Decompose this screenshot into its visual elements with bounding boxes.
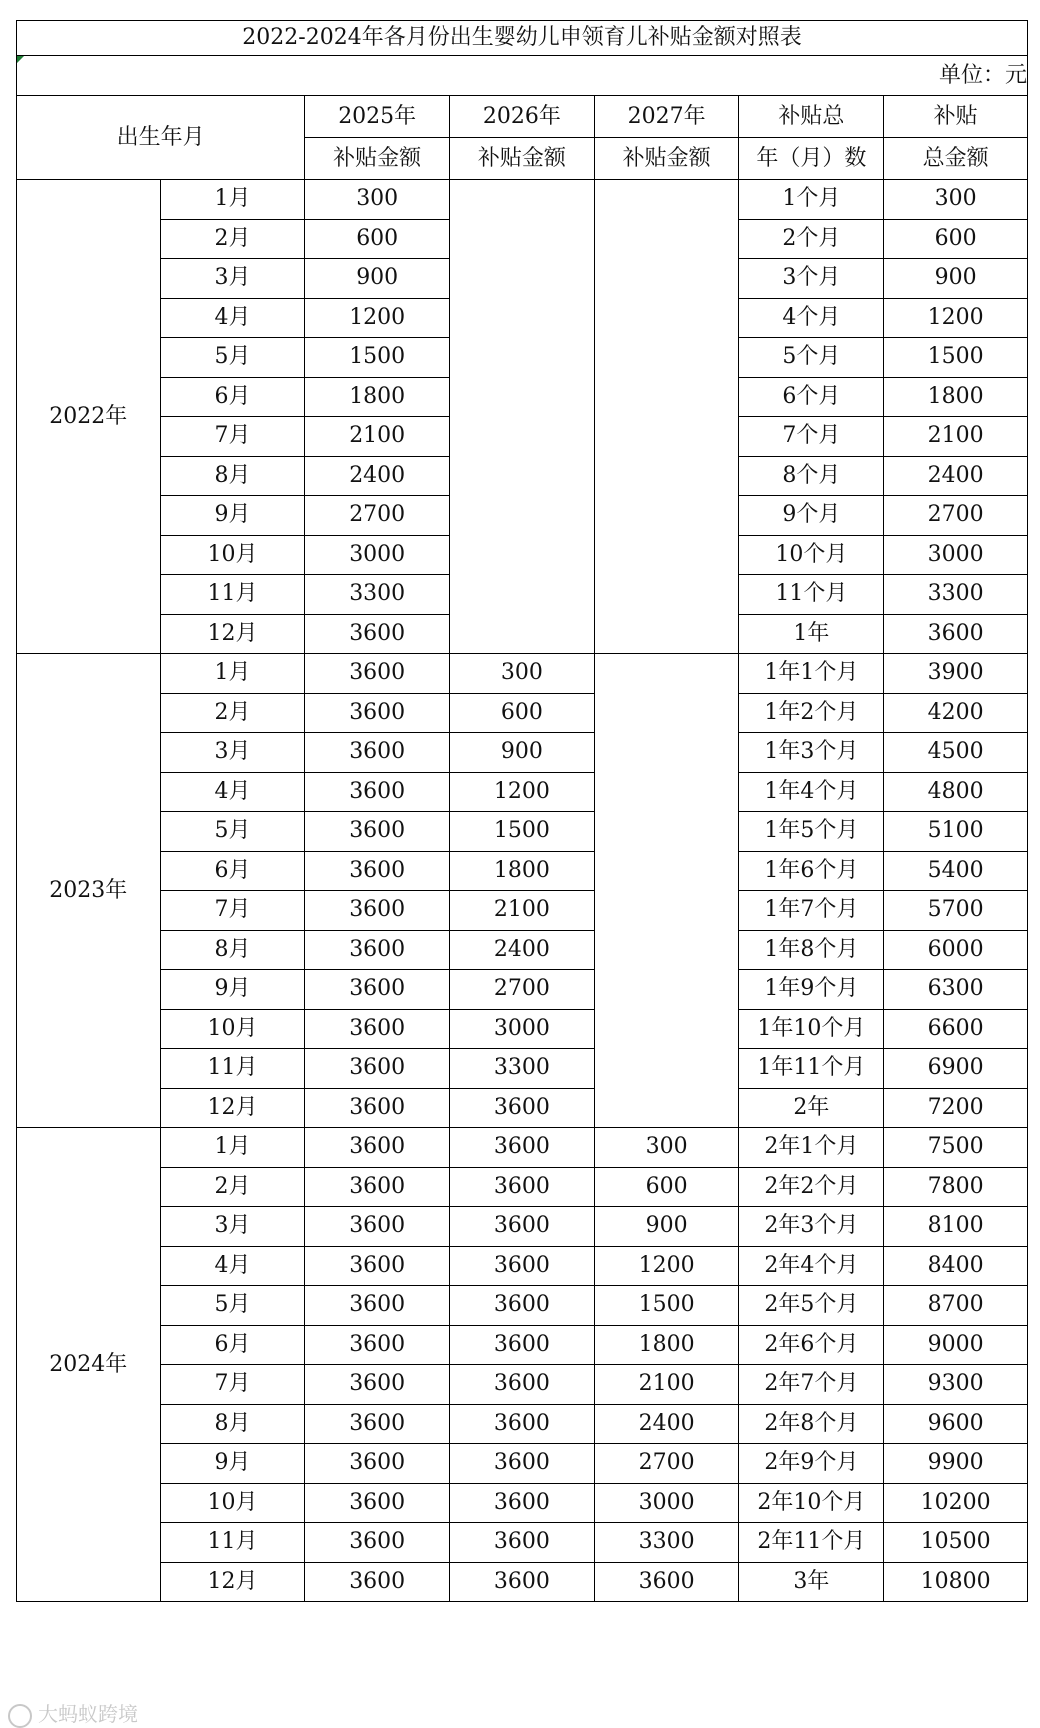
total-amount-cell: 4500 [884,733,1028,773]
year-cell: 2023年 [17,654,161,1128]
total-period-cell: 5个月 [739,338,884,378]
table-row [17,1088,1028,1128]
total-period-cell: 2个月 [739,219,884,259]
amount-2027-blank [594,180,739,654]
amount-2027-cell: 900 [594,1207,739,1247]
total-amount-cell: 9000 [884,1325,1028,1365]
month-cell: 10月 [160,1009,305,1049]
amount-2025-cell: 3600 [305,1325,450,1365]
amount-2027-cell: 1200 [594,1246,739,1286]
watermark [8,1698,138,1728]
month-cell: 11月 [160,1049,305,1089]
table-row [17,1286,1028,1326]
watermark-text: 大蚂蚁跨境 [38,1702,138,1726]
month-cell: 12月 [160,1088,305,1128]
month-cell: 12月 [160,614,305,654]
month-cell: 12月 [160,1562,305,1602]
total-amount-cell: 4800 [884,772,1028,812]
total-period-cell: 2年4个月 [739,1246,884,1286]
amount-2026-cell: 1800 [450,851,595,891]
total-amount-cell: 300 [884,180,1028,220]
table-row [17,891,1028,931]
month-cell: 1月 [160,180,305,220]
amount-2025-cell: 3600 [305,733,450,773]
total-period-cell: 2年8个月 [739,1404,884,1444]
table-row [17,1325,1028,1365]
total-period-cell: 4个月 [739,298,884,338]
total-amount-cell: 3000 [884,535,1028,575]
total-period-cell: 7个月 [739,417,884,457]
amount-2026-cell: 3600 [450,1128,595,1168]
header-2025: 2025年 [305,96,450,138]
table-row [17,930,1028,970]
total-amount-cell: 5700 [884,891,1028,931]
amount-2025-cell: 2100 [305,417,450,457]
amount-2026-blank [450,180,595,654]
year-cell: 2024年 [17,1128,161,1602]
month-cell: 3月 [160,1207,305,1247]
total-amount-cell: 9900 [884,1444,1028,1484]
amount-2025-cell: 3600 [305,1483,450,1523]
table-row [17,772,1028,812]
total-amount-cell: 7800 [884,1167,1028,1207]
total-period-cell: 1年8个月 [739,930,884,970]
amount-2026-cell: 3600 [450,1286,595,1326]
header-total-period-bottom: 年（月）数 [739,138,884,180]
month-cell: 5月 [160,338,305,378]
cell-marker-icon [17,56,24,63]
total-amount-cell: 1500 [884,338,1028,378]
month-cell: 9月 [160,970,305,1010]
amount-2025-cell: 1200 [305,298,450,338]
month-cell: 2月 [160,1167,305,1207]
total-period-cell: 2年 [739,1088,884,1128]
total-amount-cell: 6300 [884,970,1028,1010]
month-cell: 1月 [160,654,305,694]
header-2027-amount: 补贴金额 [594,138,739,180]
total-period-cell: 3个月 [739,259,884,299]
month-cell: 5月 [160,1286,305,1326]
month-cell: 7月 [160,891,305,931]
table-row [17,1365,1028,1405]
table-row [17,970,1028,1010]
total-period-cell: 2年9个月 [739,1444,884,1484]
total-amount-cell: 9600 [884,1404,1028,1444]
total-amount-cell: 2700 [884,496,1028,536]
amount-2025-cell: 3600 [305,654,450,694]
watermark-logo-icon [8,1704,32,1728]
month-cell: 2月 [160,693,305,733]
amount-2026-cell: 2400 [450,930,595,970]
amount-2025-cell: 2400 [305,456,450,496]
total-period-cell: 3年 [739,1562,884,1602]
amount-2025-cell: 3600 [305,1365,450,1405]
month-cell: 4月 [160,298,305,338]
header-2027: 2027年 [594,96,739,138]
total-period-cell: 11个月 [739,575,884,615]
total-period-cell: 6个月 [739,377,884,417]
amount-2025-cell: 2700 [305,496,450,536]
month-cell: 1月 [160,1128,305,1168]
month-cell: 8月 [160,1404,305,1444]
total-amount-cell: 1200 [884,298,1028,338]
table-row [17,693,1028,733]
amount-2025-cell: 3600 [305,1049,450,1089]
unit-label: 单位：元 [938,62,1027,88]
total-amount-cell: 3900 [884,654,1028,694]
total-period-cell: 1年6个月 [739,851,884,891]
amount-2026-cell: 3600 [450,1483,595,1523]
amount-2026-cell: 3600 [450,1365,595,1405]
table-row [17,812,1028,852]
total-amount-cell: 2400 [884,456,1028,496]
amount-2026-cell: 3600 [450,1523,595,1563]
amount-2025-cell: 900 [305,259,450,299]
month-cell: 8月 [160,456,305,496]
month-cell: 7月 [160,417,305,457]
amount-2026-cell: 3600 [450,1207,595,1247]
amount-2026-cell: 3600 [450,1325,595,1365]
amount-2025-cell: 3000 [305,535,450,575]
amount-2026-cell: 2700 [450,970,595,1010]
header-birth: 出生年月 [17,96,305,180]
month-cell: 6月 [160,851,305,891]
table-row [17,1404,1028,1444]
total-period-cell: 2年10个月 [739,1483,884,1523]
amount-2026-cell: 3600 [450,1404,595,1444]
total-amount-cell: 7200 [884,1088,1028,1128]
month-cell: 8月 [160,930,305,970]
amount-2025-cell: 3600 [305,693,450,733]
amount-2025-cell: 3600 [305,851,450,891]
table-row [17,1523,1028,1563]
subsidy-table [16,20,1028,1602]
total-period-cell: 2年7个月 [739,1365,884,1405]
table-row [17,1246,1028,1286]
month-cell: 6月 [160,1325,305,1365]
total-amount-cell: 10200 [884,1483,1028,1523]
total-amount-cell: 7500 [884,1128,1028,1168]
amount-2026-cell: 300 [450,654,595,694]
amount-2025-cell: 300 [305,180,450,220]
amount-2026-cell: 600 [450,693,595,733]
month-cell: 11月 [160,1523,305,1563]
month-cell: 4月 [160,772,305,812]
total-amount-cell: 3300 [884,575,1028,615]
month-cell: 3月 [160,259,305,299]
total-amount-cell: 5100 [884,812,1028,852]
total-period-cell: 1年 [739,614,884,654]
table-title: 2022-2024年各月份出生婴幼儿申领育儿补贴金额对照表 [17,21,1028,56]
amount-2026-cell: 3000 [450,1009,595,1049]
header-2026: 2026年 [450,96,595,138]
amount-2025-cell: 1800 [305,377,450,417]
total-period-cell: 8个月 [739,456,884,496]
table-row [17,1562,1028,1602]
amount-2027-blank [594,654,739,1128]
amount-2025-cell: 3600 [305,772,450,812]
total-period-cell: 2年5个月 [739,1286,884,1326]
amount-2025-cell: 3300 [305,575,450,615]
amount-2025-cell: 3600 [305,891,450,931]
total-amount-cell: 6900 [884,1049,1028,1089]
total-amount-cell: 900 [884,259,1028,299]
amount-2026-cell: 3600 [450,1444,595,1484]
month-cell: 4月 [160,1246,305,1286]
total-amount-cell: 8400 [884,1246,1028,1286]
amount-2027-cell: 3000 [594,1483,739,1523]
header-2026-amount: 补贴金额 [450,138,595,180]
year-cell: 2022年 [17,180,161,654]
table-row [17,654,1028,694]
table-row [17,851,1028,891]
table-row [17,1167,1028,1207]
month-cell: 10月 [160,1483,305,1523]
amount-2025-cell: 3600 [305,1246,450,1286]
table-body [17,21,1028,1602]
total-amount-cell: 6000 [884,930,1028,970]
table-row [17,1128,1028,1168]
total-amount-cell: 600 [884,219,1028,259]
amount-2027-cell: 2400 [594,1404,739,1444]
amount-2026-cell: 1500 [450,812,595,852]
total-period-cell: 1年9个月 [739,970,884,1010]
month-cell: 7月 [160,1365,305,1405]
total-amount-cell: 5400 [884,851,1028,891]
table-row [17,1049,1028,1089]
amount-2026-cell: 3300 [450,1049,595,1089]
amount-2027-cell: 1500 [594,1286,739,1326]
total-period-cell: 1年1个月 [739,654,884,694]
total-period-cell: 2年3个月 [739,1207,884,1247]
amount-2025-cell: 3600 [305,1167,450,1207]
amount-2027-cell: 2700 [594,1444,739,1484]
total-period-cell: 1年7个月 [739,891,884,931]
month-cell: 5月 [160,812,305,852]
unit-cell [17,56,1028,96]
table-row [17,1483,1028,1523]
amount-2027-cell: 2100 [594,1365,739,1405]
amount-2027-cell: 300 [594,1128,739,1168]
month-cell: 11月 [160,575,305,615]
total-amount-cell: 8100 [884,1207,1028,1247]
total-amount-cell: 4200 [884,693,1028,733]
amount-2025-cell: 600 [305,219,450,259]
header-2025-amount: 补贴金额 [305,138,450,180]
total-period-cell: 1个月 [739,180,884,220]
amount-2026-cell: 1200 [450,772,595,812]
table-row [17,733,1028,773]
total-period-cell: 10个月 [739,535,884,575]
amount-2025-cell: 3600 [305,1009,450,1049]
total-period-cell: 1年5个月 [739,812,884,852]
total-period-cell: 1年3个月 [739,733,884,773]
amount-2026-cell: 3600 [450,1246,595,1286]
amount-2026-cell: 2100 [450,891,595,931]
amount-2025-cell: 3600 [305,1562,450,1602]
total-amount-cell: 9300 [884,1365,1028,1405]
amount-2025-cell: 3600 [305,970,450,1010]
month-cell: 10月 [160,535,305,575]
total-amount-cell: 10800 [884,1562,1028,1602]
amount-2026-cell: 3600 [450,1088,595,1128]
amount-2027-cell: 3300 [594,1523,739,1563]
header-total-amount-top: 补贴 [884,96,1028,138]
total-period-cell: 1年2个月 [739,693,884,733]
amount-2026-cell: 900 [450,733,595,773]
amount-2027-cell: 600 [594,1167,739,1207]
amount-2025-cell: 1500 [305,338,450,378]
month-cell: 3月 [160,733,305,773]
total-amount-cell: 3600 [884,614,1028,654]
amount-2025-cell: 3600 [305,1286,450,1326]
amount-2025-cell: 3600 [305,1088,450,1128]
total-period-cell: 1年11个月 [739,1049,884,1089]
total-period-cell: 2年1个月 [739,1128,884,1168]
amount-2025-cell: 3600 [305,1404,450,1444]
header-total-amount-bottom: 总金额 [884,138,1028,180]
month-cell: 9月 [160,1444,305,1484]
header-total-period-top: 补贴总 [739,96,884,138]
amount-2025-cell: 3600 [305,1128,450,1168]
total-period-cell: 1年10个月 [739,1009,884,1049]
table-row [17,1444,1028,1484]
total-period-cell: 2年2个月 [739,1167,884,1207]
amount-2027-cell: 3600 [594,1562,739,1602]
amount-2025-cell: 3600 [305,1444,450,1484]
table-row [17,1207,1028,1247]
amount-2027-cell: 1800 [594,1325,739,1365]
amount-2025-cell: 3600 [305,614,450,654]
amount-2026-cell: 3600 [450,1167,595,1207]
total-amount-cell: 8700 [884,1286,1028,1326]
amount-2026-cell: 3600 [450,1562,595,1602]
total-period-cell: 1年4个月 [739,772,884,812]
total-amount-cell: 6600 [884,1009,1028,1049]
month-cell: 6月 [160,377,305,417]
amount-2025-cell: 3600 [305,812,450,852]
table-row [17,180,1028,220]
total-period-cell: 2年11个月 [739,1523,884,1563]
amount-2025-cell: 3600 [305,1207,450,1247]
total-amount-cell: 1800 [884,377,1028,417]
total-period-cell: 2年6个月 [739,1325,884,1365]
month-cell: 2月 [160,219,305,259]
table-row [17,1009,1028,1049]
amount-2025-cell: 3600 [305,930,450,970]
total-amount-cell: 10500 [884,1523,1028,1563]
month-cell: 9月 [160,496,305,536]
total-amount-cell: 2100 [884,417,1028,457]
total-period-cell: 9个月 [739,496,884,536]
amount-2025-cell: 3600 [305,1523,450,1563]
